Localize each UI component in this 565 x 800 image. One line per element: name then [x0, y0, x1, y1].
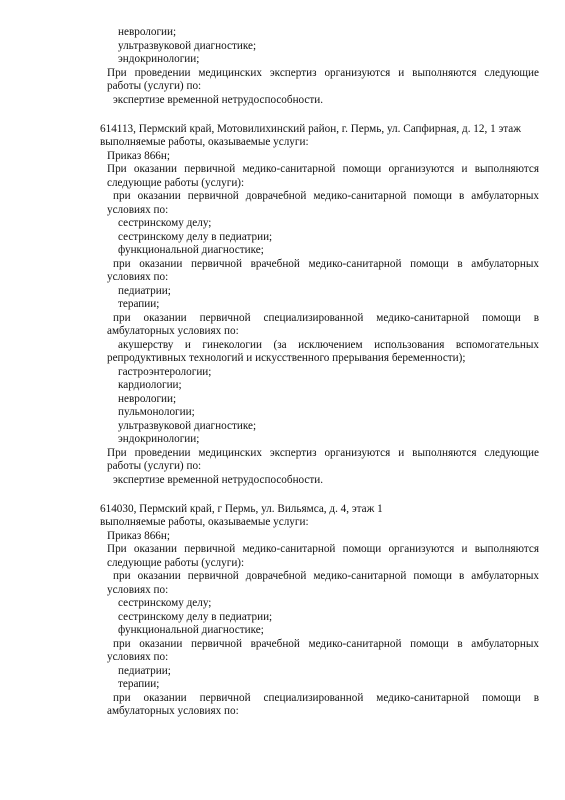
list-item: эндокринологии; — [118, 433, 200, 445]
paragraph-line: условиях по: — [107, 271, 169, 283]
address-heading: 614030, Пермский край, г Пермь, ул. Вильямса, д. 4, этаж 1 — [100, 503, 383, 515]
paragraph-line: при оказании первичной специализированной медико-санитарной помощи в — [113, 312, 539, 324]
list-item: педиатрии; — [118, 285, 171, 297]
order-reference: Приказ 866н; — [107, 150, 170, 162]
paragraph-line: условиях по: — [107, 204, 169, 216]
paragraph-line: работы (услуги) по: — [107, 460, 202, 472]
paragraph-line: работы (услуги) по: — [107, 80, 202, 92]
order-reference: Приказ 866н; — [107, 530, 170, 542]
paragraph-line: при оказании первичной доврачебной медико-санитарной помощи в амбулаторных — [113, 570, 539, 582]
list-item: ультразвуковой диагностике; — [118, 420, 257, 432]
address-subheading: выполняемые работы, оказываемые услуги: — [100, 136, 309, 148]
list-item: эндокринологии; — [118, 53, 200, 65]
paragraph-line: условиях по: — [107, 584, 169, 596]
address-heading: 614113, Пермский край, Мотовилихинский район, г. Пермь, ул. Сапфирная, д. 12, 1 этаж — [100, 123, 521, 135]
list-item: терапии; — [118, 678, 160, 690]
paragraph-line: При проведении медицинских экспертиз организуются и выполняются следующие — [107, 447, 539, 459]
list-item: экспертизе временной нетрудоспособности. — [113, 94, 324, 106]
list-item: педиатрии; — [118, 665, 171, 677]
list-item: гастроэнтерологии; — [118, 366, 212, 378]
list-item: сестринскому делу; — [118, 217, 212, 229]
list-item: сестринскому делу в педиатрии; — [118, 611, 273, 623]
paragraph-line: при оказании первичной доврачебной медико-санитарной помощи в амбулаторных — [113, 190, 539, 202]
list-item: пульмонологии; — [118, 406, 195, 418]
address-subheading: выполняемые работы, оказываемые услуги: — [100, 516, 309, 528]
list-item: акушерству и гинекологии (за исключением использования вспомогательных — [118, 339, 539, 351]
paragraph-line: амбулаторных условиях по: — [107, 325, 239, 337]
list-item: неврологии; — [118, 26, 177, 38]
paragraph-line: следующие работы (услуги): — [107, 177, 245, 189]
list-item: ультразвуковой диагностике; — [118, 40, 257, 52]
list-item: экспертизе временной нетрудоспособности. — [113, 474, 324, 486]
paragraph-line: условиях по: — [107, 651, 169, 663]
list-item: сестринскому делу; — [118, 597, 212, 609]
paragraph-line: При проведении медицинских экспертиз организуются и выполняются следующие — [107, 67, 539, 79]
paragraph-line: при оказании первичной врачебной медико-санитарной помощи в амбулаторных — [113, 638, 539, 650]
list-item: функциональной диагностике; — [118, 244, 264, 256]
paragraph-line: следующие работы (услуги): — [107, 557, 245, 569]
list-item: репродуктивных технологий и искусственного прерывания беременности); — [107, 352, 466, 364]
list-item: функциональной диагностике; — [118, 624, 264, 636]
list-item: кардиологии; — [118, 379, 182, 391]
paragraph-line: амбулаторных условиях по: — [107, 705, 239, 717]
paragraph-line: При оказании первичной медико-санитарной помощи организуются и выполняются — [107, 543, 539, 555]
list-item: сестринскому делу в педиатрии; — [118, 231, 273, 243]
paragraph-line: при оказании первичной специализированной медико-санитарной помощи в — [113, 692, 539, 704]
list-item: неврологии; — [118, 393, 177, 405]
list-item: терапии; — [118, 298, 160, 310]
paragraph-line: при оказании первичной врачебной медико-санитарной помощи в амбулаторных — [113, 258, 539, 270]
paragraph-line: При оказании первичной медико-санитарной помощи организуются и выполняются — [107, 163, 539, 175]
